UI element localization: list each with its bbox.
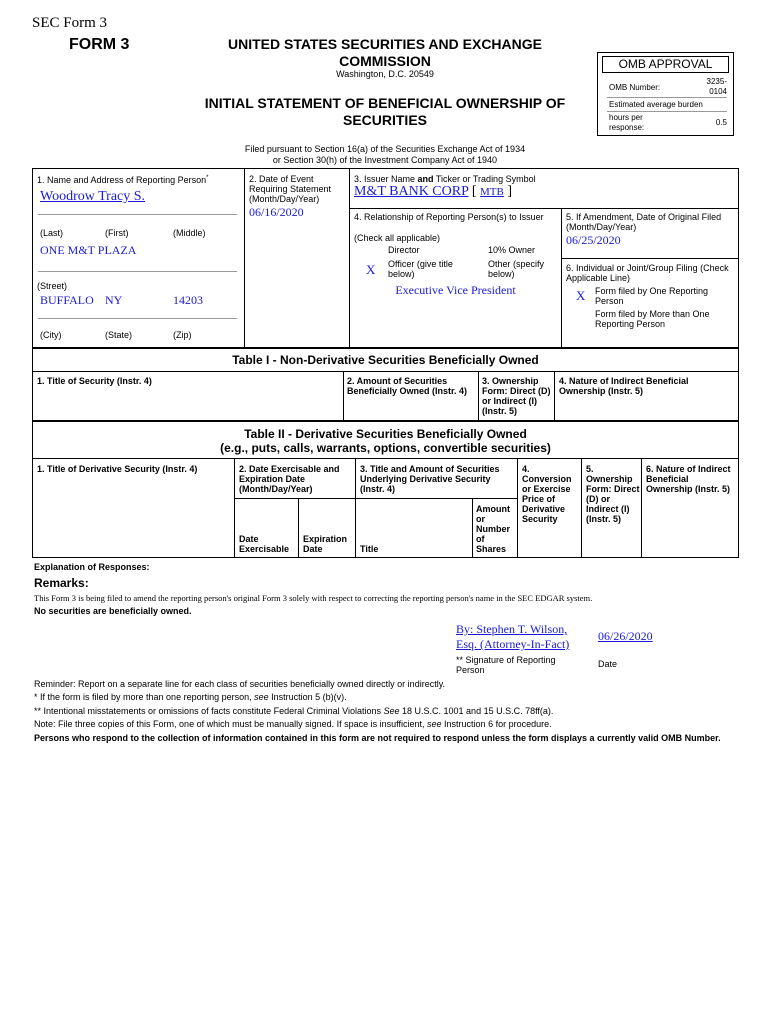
officer-title: Executive Vice President: [395, 283, 516, 297]
omb-title: OMB APPROVAL: [618, 57, 713, 71]
city-label: (City): [40, 330, 62, 340]
note1-see: see: [254, 692, 269, 702]
box3-label-pre: 3. Issuer Name: [354, 174, 418, 184]
table2-col4: 4. Conversion or Exercise Price of Derivative Security: [522, 464, 572, 524]
note1-post: Instruction 5 (b)(v).: [268, 692, 347, 702]
note3-see: see: [427, 719, 442, 729]
middle-label: (Middle): [173, 228, 206, 238]
remarks-label: Remarks:: [34, 576, 89, 590]
state-label: (State): [105, 330, 133, 340]
box4-sublabel: (Check all applicable): [354, 233, 441, 243]
ticker-bracket-close: ]: [507, 184, 513, 199]
director-label: Director: [388, 245, 420, 255]
omb-hours-label: hours per response:: [609, 113, 645, 132]
note1-pre: * If the form is filed by more than one reporting person,: [34, 692, 255, 702]
reporter-name-link[interactable]: Woodrow Tracy S.: [40, 189, 146, 204]
table2-col2: 2. Date Exercisable and Expiration Date (Month/Day/Year): [239, 464, 340, 494]
remarks-text: This Form 3 is being filed to amend the reporting person's original Form 3 solely with respect to correcting the reporting person's name in the SEC EDGAR system.: [34, 593, 593, 603]
table1-col3: 3. Ownership Form: Direct (D) or Indirect (I) (Instr. 5): [482, 376, 551, 416]
issuer-name-link[interactable]: M&T BANK CORP: [354, 184, 469, 199]
statement-title-line-2: SECURITIES: [342, 112, 427, 128]
other-label: Other (specify below): [488, 259, 545, 279]
table2-col5: 5. Ownership Form: Direct (D) or Indirect (I) (Instr. 5): [586, 464, 640, 524]
agency-line-2: COMMISSION: [339, 53, 431, 69]
zip-value: 14203: [173, 293, 203, 307]
table2-col6: 6. Nature of Indirect Beneficial Ownership (Instr. 5): [646, 464, 731, 494]
table1-col2: 2. Amount of Securities Beneficially Owned (Instr. 4): [347, 376, 468, 396]
box2-label: 2. Date of Event Requiring Statement (Month/Day/Year): [249, 174, 332, 204]
box3-label: [354, 174, 536, 184]
note2-post: 18 U.S.C. 1001 and 15 U.S.C. 78ff(a).: [399, 706, 554, 716]
city-value: BUFFALO: [40, 293, 94, 307]
one-reporter-checkmark: X: [576, 288, 586, 303]
table2-col3: 3. Title and Amount of Securities Underlying Derivative Security (Instr. 4): [360, 464, 500, 494]
explanation-label: Explanation of Responses:: [34, 562, 150, 572]
note3-pre: Note: File three copies of this Form, one of which must be manually signed. If space is insufficient,: [34, 719, 428, 729]
sec-form-label: SEC Form 3: [32, 15, 108, 31]
note-double-asterisk: [34, 706, 553, 716]
form-label: FORM 3: [69, 36, 130, 53]
state-value: NY: [105, 293, 123, 307]
table2-col3b: Amount or Number of Shares: [476, 504, 511, 554]
box1-label-text: 1. Name and Address of Reporting Person: [37, 175, 207, 185]
box6-label: 6. Individual or Joint/Group Filing (Check Applicable Line): [566, 263, 729, 283]
omb-number-value: 3235- 0104: [706, 77, 727, 96]
box5-label: 5. If Amendment, Date of Original Filed (Month/Day/Year): [566, 212, 722, 232]
table2-title: [32, 427, 739, 455]
note-asterisk: [34, 692, 347, 702]
agency-line-1: UNITED STATES SECURITIES AND EXCHANGE: [228, 36, 542, 52]
street-value: ONE M&T PLAZA: [40, 243, 137, 257]
box1-asterisk: *: [206, 175, 209, 181]
table2-title-line-2: (e.g., puts, calls, warrants, options, convertible securities): [220, 441, 551, 455]
ticker-link[interactable]: MTB: [480, 186, 504, 198]
note2-pre: ** Intentional misstatements or omissions of facts constitute Federal Criminal Violations: [34, 706, 384, 716]
street-label: (Street): [37, 281, 68, 291]
date-label: Date: [598, 659, 618, 669]
omb-number-label: OMB Number:: [609, 83, 661, 92]
issuer-line: [354, 184, 512, 200]
table2-col1: 1. Title of Derivative Security (Instr. 4): [37, 464, 198, 474]
box3-label-and: and: [417, 174, 434, 184]
signature-date-link[interactable]: 06/26/2020: [598, 629, 653, 643]
no-securities-note: No securities are beneficially owned.: [34, 606, 192, 616]
last-label: (Last): [40, 228, 64, 238]
first-label: (First): [105, 228, 129, 238]
table2-col3a: Title: [360, 544, 379, 554]
filed-pursuant-line-2: or Section 30(h) of the Investment Company Act of 1940: [272, 155, 498, 165]
agency-title: [175, 36, 595, 70]
note-copies: [34, 719, 552, 729]
table1-col1: 1. Title of Security (Instr. 4): [37, 376, 152, 386]
table2-title-line-1: Table II - Derivative Securities Beneficially Owned: [244, 427, 527, 441]
table1-col4: 4. Nature of Indirect Beneficial Ownership (Instr. 5): [559, 376, 689, 396]
officer-checkmark: X: [366, 262, 376, 277]
officer-label: Officer (give title below): [388, 259, 453, 279]
table2-col2b: Expiration Date: [303, 534, 348, 554]
filed-pursuant-line-1: Filed pursuant to Section 16(a) of the Securities Exchange Act of 1934: [244, 144, 526, 154]
more-reporter-label: Form filed by More than One Reporting Person: [595, 309, 710, 329]
signature-link[interactable]: [456, 622, 569, 652]
ten-percent-owner-label: 10% Owner: [488, 245, 536, 255]
signature-line-2: Esq. (Attorney-In-Fact): [456, 637, 570, 651]
table1-title: Table I - Non-Derivative Securities Beneficially Owned: [232, 353, 539, 367]
omb-approval-box: [597, 52, 734, 136]
omb-hours-value: 0.5: [715, 118, 727, 127]
persons-notice: Persons who respond to the collection of information contained in this form are not required to respond unless the form displays a currently valid OMB Number.: [34, 733, 721, 743]
table2-col2a: Date Exercisable: [239, 534, 290, 554]
agency-location: Washington, D.C. 20549: [336, 69, 434, 79]
zip-label: (Zip): [173, 330, 192, 340]
one-reporter-label: Form filed by One Reporting Person: [595, 286, 709, 306]
box3-label-post: Ticker or Trading Symbol: [433, 174, 536, 184]
statement-title: [170, 95, 600, 129]
event-date-value: 06/16/2020: [249, 205, 304, 219]
box1-label: [37, 175, 208, 185]
omb-title-box: [602, 56, 729, 73]
signature-label: ** Signature of Reporting Person: [456, 655, 556, 675]
statement-title-line-1: INITIAL STATEMENT OF BENEFICIAL OWNERSHIP OF: [204, 95, 566, 111]
filed-pursuant: [170, 144, 600, 166]
amendment-date-value: 06/25/2020: [566, 233, 621, 247]
reminder-note: Reminder: Report on a separate line for each class of securities beneficially owned directly or indirectly.: [34, 679, 446, 689]
note3-post: Instruction 6 for procedure.: [441, 719, 552, 729]
ticker-bracket-open: [: [471, 184, 477, 199]
note2-see: See: [383, 706, 400, 716]
omb-burden-label: Estimated average burden: [609, 100, 703, 109]
signature-line-1: By: Stephen T. Wilson,: [456, 622, 568, 636]
box4-label: 4. Relationship of Reporting Person(s) to Issuer: [354, 212, 544, 222]
